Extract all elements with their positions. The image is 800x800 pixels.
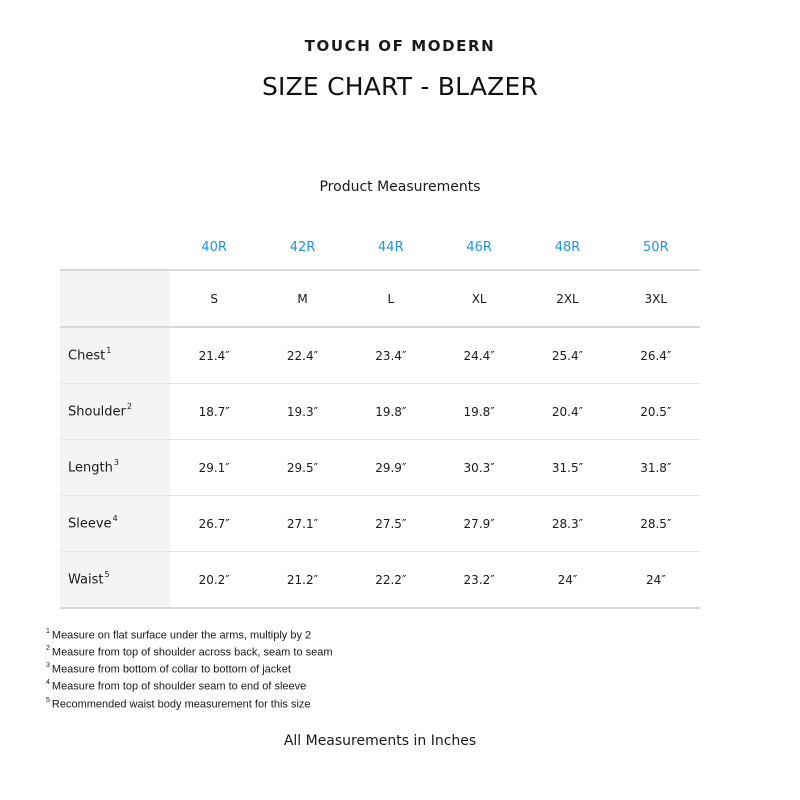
row-label-cell bbox=[60, 327, 170, 384]
measurement-cell: 28.3″ bbox=[523, 496, 611, 552]
size-header-cell: 46R bbox=[435, 225, 523, 270]
footnote-number: 1 bbox=[46, 628, 50, 635]
measurement-cell: 22.4″ bbox=[258, 327, 346, 384]
table-row bbox=[60, 552, 700, 609]
row-label-cell bbox=[60, 440, 170, 496]
size-header-cell: 40R bbox=[170, 225, 258, 270]
measurement-cell: 31.8″ bbox=[612, 440, 700, 496]
alpha-size-cell: 2XL bbox=[523, 270, 611, 327]
measurement-cell: 28.5″ bbox=[612, 496, 700, 552]
measurement-cell: 31.5″ bbox=[523, 440, 611, 496]
size-header-row bbox=[60, 225, 700, 270]
footnote-marker: 2 bbox=[126, 402, 132, 412]
alpha-size-cell: M bbox=[258, 270, 346, 327]
measurement-cell: 18.7″ bbox=[170, 384, 258, 440]
measurement-cell: 21.2″ bbox=[258, 552, 346, 609]
measurement-cell: 21.4″ bbox=[170, 327, 258, 384]
alpha-size-cell: L bbox=[347, 270, 435, 327]
measurement-cell: 27.5″ bbox=[347, 496, 435, 552]
measurement-cell: 19.8″ bbox=[347, 384, 435, 440]
alpha-size-row bbox=[60, 270, 700, 327]
measurement-cell: 20.5″ bbox=[612, 384, 700, 440]
row-label-cell bbox=[60, 552, 170, 609]
measurement-cell: 26.4″ bbox=[612, 327, 700, 384]
measurement-cell: 20.2″ bbox=[170, 552, 258, 609]
row-label: Length bbox=[68, 460, 113, 476]
measurement-cell: 29.9″ bbox=[347, 440, 435, 496]
measurement-cell: 19.8″ bbox=[435, 384, 523, 440]
table-row bbox=[60, 440, 700, 496]
measurement-cell: 24″ bbox=[612, 552, 700, 609]
page-title: SIZE CHART - BLAZER bbox=[261, 72, 539, 101]
footnote-text: Recommended waist body measurement for this size bbox=[51, 698, 311, 711]
row-label-cell bbox=[60, 496, 170, 552]
measurement-cell: 22.2″ bbox=[347, 552, 435, 609]
measurement-cell: 19.3″ bbox=[258, 384, 346, 440]
row-label: Shoulder bbox=[68, 404, 126, 420]
table-subtitle: Product Measurements bbox=[319, 179, 481, 195]
alpha-size-cell: XL bbox=[435, 270, 523, 327]
footnote-text: Measure on flat surface under the arms, multiply by 2 bbox=[51, 629, 312, 642]
footnote bbox=[46, 677, 546, 694]
corner-cell bbox=[60, 225, 170, 270]
footnotes bbox=[46, 626, 546, 712]
measurement-cell: 27.1″ bbox=[258, 496, 346, 552]
footnote-text: Measure from top of shoulder seam to end of sleeve bbox=[51, 681, 307, 694]
measurement-cell: 20.4″ bbox=[523, 384, 611, 440]
row-label: Waist bbox=[68, 572, 104, 588]
alpha-size-cell: 3XL bbox=[612, 270, 700, 327]
measurement-cell: 23.2″ bbox=[435, 552, 523, 609]
footnote-marker: 3 bbox=[113, 458, 119, 468]
size-header-cell: 44R bbox=[347, 225, 435, 270]
row-label-cell bbox=[60, 270, 170, 327]
brand-logo-text: TOUCH OF MODERN bbox=[304, 37, 496, 55]
footnote-marker: 5 bbox=[104, 570, 110, 580]
measurement-cell: 24″ bbox=[523, 552, 611, 609]
footnote-number: 4 bbox=[46, 679, 50, 687]
row-label-cell bbox=[60, 384, 170, 440]
footnote bbox=[46, 695, 546, 712]
footnote bbox=[46, 660, 546, 677]
measurement-cell: 24.4″ bbox=[435, 327, 523, 384]
footnote-number: 3 bbox=[46, 662, 50, 670]
measurement-cell: 25.4″ bbox=[523, 327, 611, 384]
footnote-number: 2 bbox=[46, 645, 50, 653]
size-header-cell: 50R bbox=[612, 225, 700, 270]
footnote-marker: 4 bbox=[112, 514, 118, 524]
footnote-text: Measure from bottom of collar to bottom of jacket bbox=[51, 663, 291, 676]
table-row bbox=[60, 327, 700, 384]
table-row bbox=[60, 384, 700, 440]
footnote-number: 5 bbox=[46, 696, 50, 704]
size-chart-table bbox=[60, 225, 700, 609]
footnote bbox=[46, 626, 546, 643]
units-note: All Measurements in Inches bbox=[283, 733, 477, 749]
row-label: Sleeve bbox=[68, 516, 112, 532]
size-header-cell: 48R bbox=[523, 225, 611, 270]
table-row bbox=[60, 496, 700, 552]
measurement-cell: 30.3″ bbox=[435, 440, 523, 496]
footnote bbox=[46, 643, 546, 660]
measurement-cell: 29.5″ bbox=[258, 440, 346, 496]
size-header-cell: 42R bbox=[258, 225, 346, 270]
footnote-text: Measure from top of shoulder across back, seam to seam bbox=[51, 646, 333, 659]
measurement-cell: 27.9″ bbox=[435, 496, 523, 552]
measurement-cell: 29.1″ bbox=[170, 440, 258, 496]
measurement-cell: 23.4″ bbox=[347, 327, 435, 384]
measurement-cell: 26.7″ bbox=[170, 496, 258, 552]
alpha-size-cell: S bbox=[170, 270, 258, 327]
row-label: Chest bbox=[68, 348, 106, 364]
footnote-marker: 1 bbox=[106, 346, 112, 356]
